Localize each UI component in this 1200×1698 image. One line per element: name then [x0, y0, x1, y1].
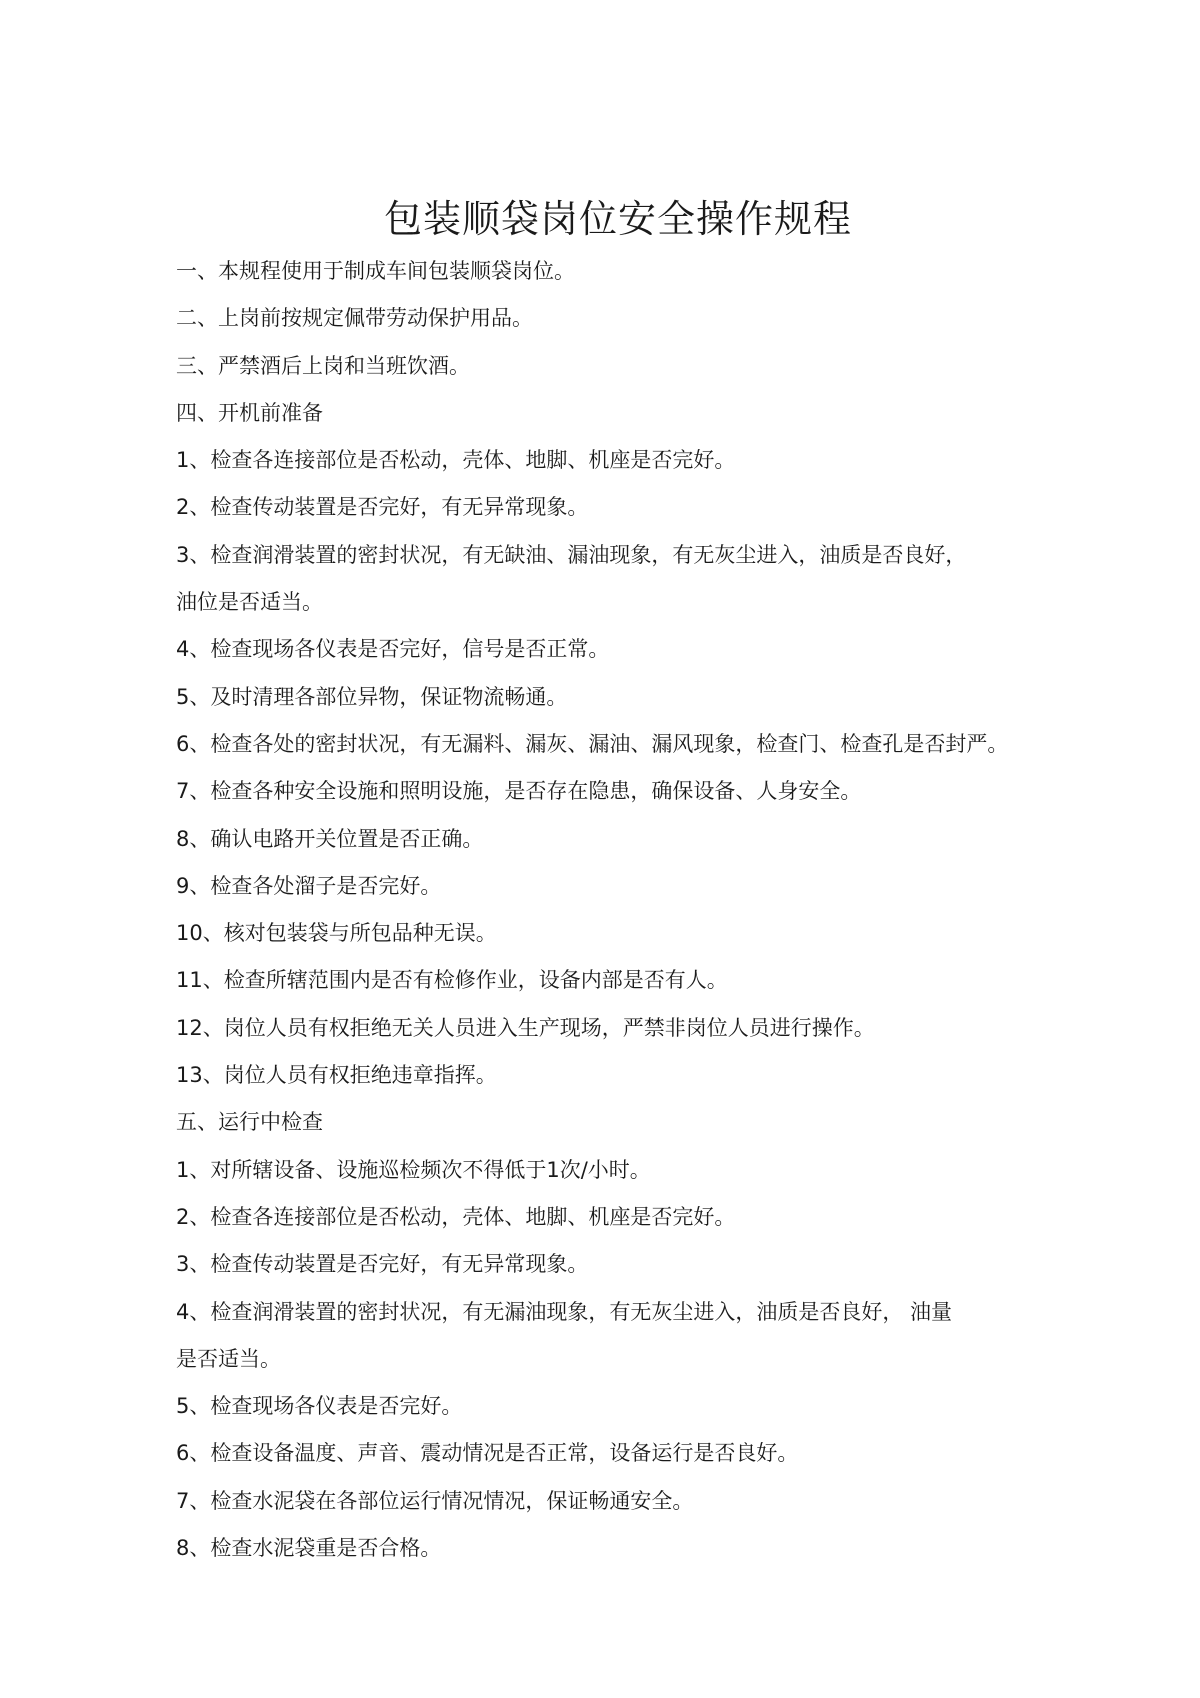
text-line: 8、确认电路开关位置是否正确。: [176, 826, 484, 851]
text-line: 6、检查各处的密封状况，有无漏料、漏灰、漏油、漏风现象，检查门、检查孔是否封严。: [176, 731, 1009, 756]
text-line: 12、岗位人员有权拒绝无关人员进入生产现场，严禁非岗位人员进行操作。: [176, 1015, 875, 1040]
text-line: 1、检查各连接部位是否松动，壳体、地脚、机座是否完好。: [176, 448, 736, 473]
text-line: 4、检查现场各仪表是否完好，信号是否正常。: [176, 637, 610, 662]
document-body: [176, 248, 1056, 1572]
text-line: 2、检查传动装置是否完好，有无异常现象。: [176, 495, 589, 520]
document-title: 包装顺袋岗位安全操作规程: [383, 197, 852, 241]
text-line: 5、检查现场各仪表是否完好。: [176, 1394, 463, 1419]
text-line: 8、检查水泥袋重是否合格。: [176, 1536, 442, 1561]
text-line: 6、检查设备温度、声音、震动情况是否正常，设备运行是否良好。: [176, 1441, 799, 1466]
text-line: 二、上岗前按规定佩带劳动保护用品。: [176, 306, 533, 331]
text-line: 3、检查传动装置是否完好，有无异常现象。: [176, 1252, 589, 1277]
text-line: 4、检查润滑装置的密封状况，有无漏油现象，有无灰尘进入，油质是否良好， 油量: [176, 1299, 953, 1324]
section-heading: 四、开机前准备: [176, 400, 323, 425]
text-line: 5、及时清理各部位异物，保证物流畅通。: [176, 684, 568, 709]
text-line: 油位是否适当。: [176, 590, 323, 615]
text-line: 13、岗位人员有权拒绝违章指挥。: [176, 1063, 497, 1088]
text-line: 三、严禁酒后上岗和当班饮酒。: [176, 353, 470, 378]
text-line: 2、检查各连接部位是否松动，壳体、地脚、机座是否完好。: [176, 1204, 736, 1229]
text-line: 是否适当。: [176, 1346, 281, 1371]
text-line: 3、检查润滑装置的密封状况，有无缺油、漏油现象，有无灰尘进入，油质是否良好，: [176, 542, 967, 567]
section-heading: 五、运行中检查: [176, 1110, 323, 1135]
text-line: 7、检查各种安全设施和照明设施，是否存在隐患，确保设备、人身安全。: [176, 779, 862, 804]
text-line: 9、检查各处溜子是否完好。: [176, 873, 442, 898]
text-line: 11、检查所辖范围内是否有检修作业，设备内部是否有人。: [176, 968, 728, 993]
text-line: 一、本规程使用于制成车间包装顺袋岗位。: [176, 259, 575, 283]
text-line: 10、核对包装袋与所包品种无误。: [176, 921, 497, 946]
text-line: 1、对所辖设备、设施巡检频次不得低于1次/小时。: [176, 1157, 651, 1182]
text-line: 7、检查水泥袋在各部位运行情况情况，保证畅通安全。: [176, 1488, 694, 1513]
